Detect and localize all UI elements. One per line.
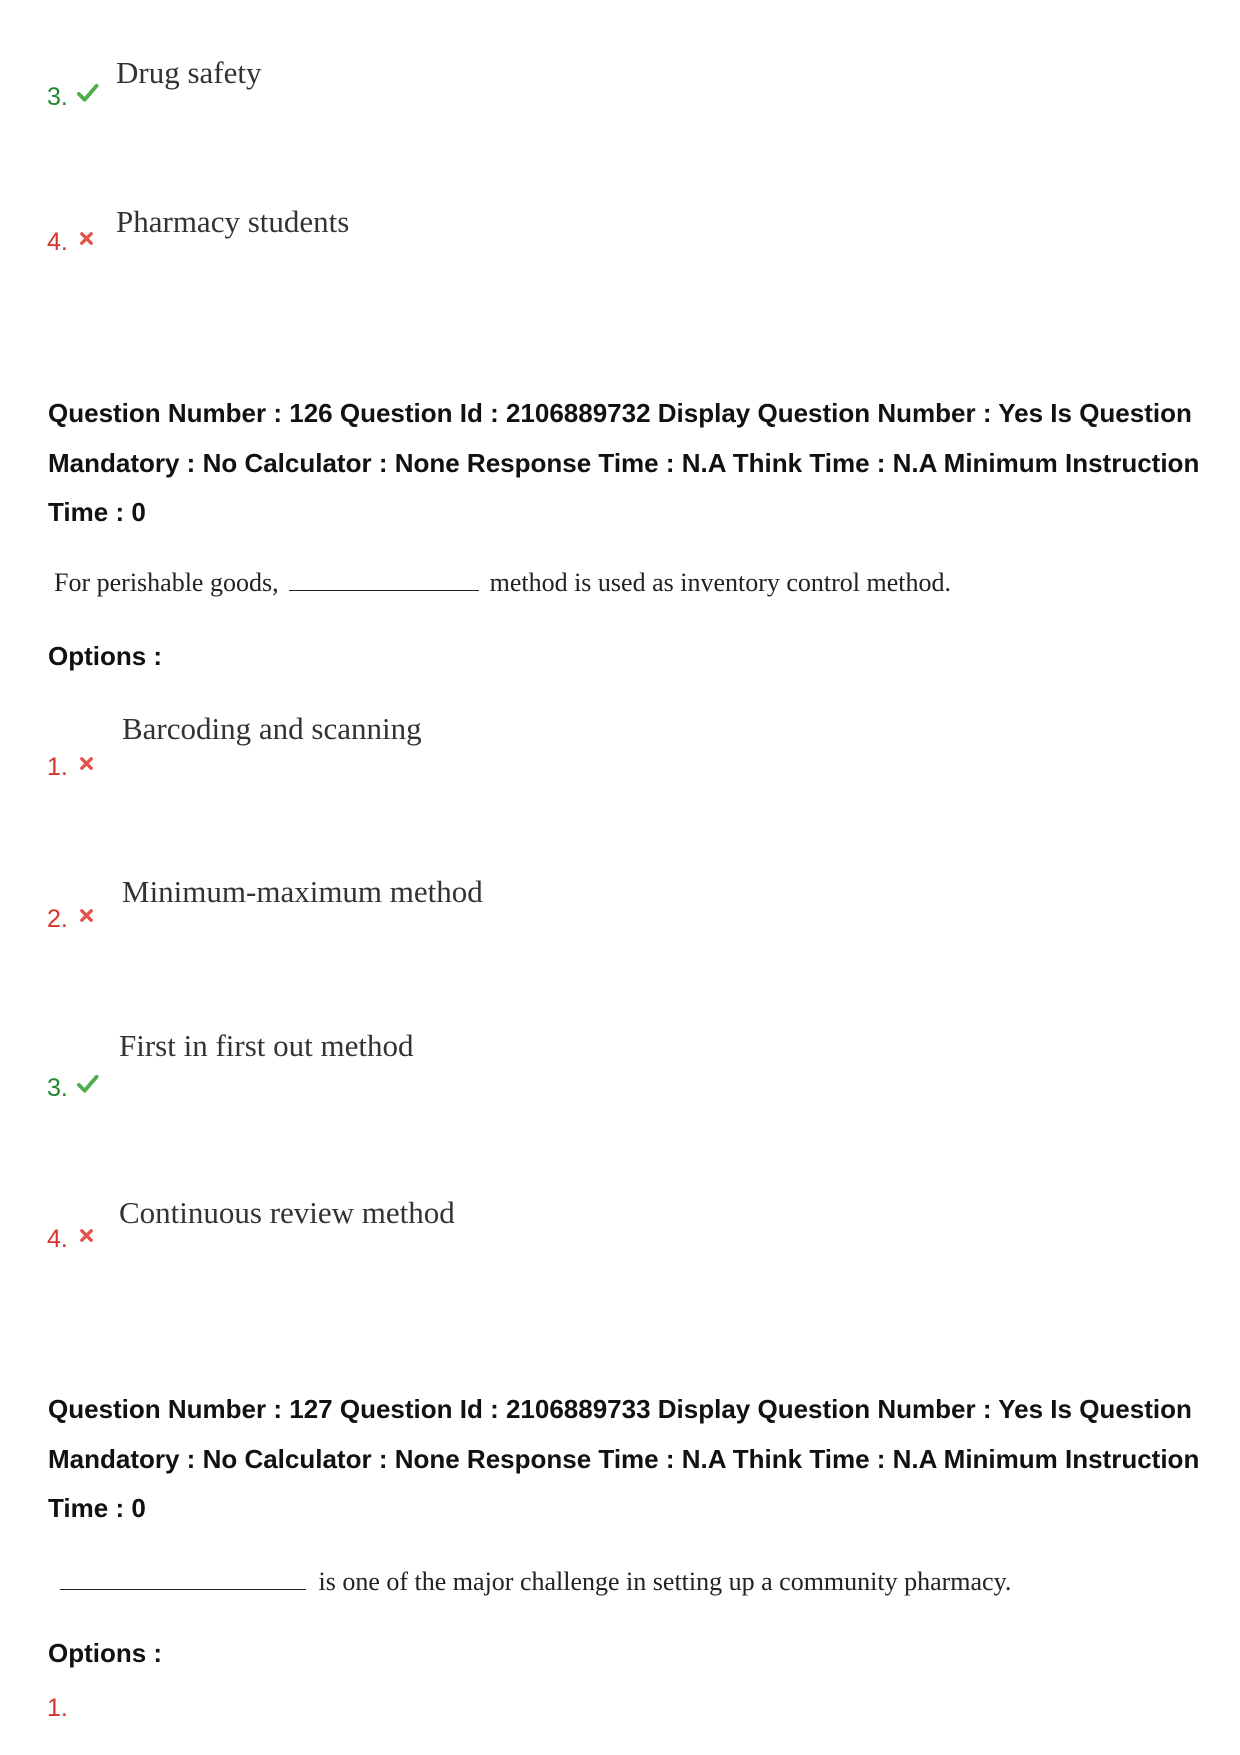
option-number: 3.	[47, 83, 68, 111]
question-text-after-blank: method is used as inventory control method.	[489, 568, 952, 597]
option-number: 1.	[47, 1694, 68, 1722]
option-number: 3.	[47, 1074, 68, 1102]
question-header-line: Mandatory : No Calculator : None Response Time : N.A Think Time : N.A Minimum Instruction	[48, 447, 1200, 478]
question-text-before-blank: For perishable goods,	[54, 568, 279, 597]
option-number: 1.	[47, 753, 68, 781]
question-header-line: Time : 0	[48, 497, 146, 527]
option-text: First in first out method	[119, 1028, 414, 1063]
option-text: Barcoding and scanning	[122, 711, 422, 746]
option-text: Pharmacy students	[116, 204, 350, 239]
question-header-line: Question Number : 127 Question Id : 2106889733 Display Question Number : Yes Is Question	[48, 1394, 1192, 1424]
option-number-row	[47, 1693, 68, 1723]
option-number: 2.	[47, 905, 68, 933]
options-label: Options :	[48, 641, 163, 671]
option-number-row	[47, 1073, 99, 1103]
option-number-row	[47, 227, 94, 257]
option-text: Minimum-maximum method	[122, 874, 483, 909]
question-text-after-blank: is one of the major challenge in setting up a community pharmacy.	[318, 1567, 1012, 1596]
question-header-line: Question Number : 126 Question Id : 2106889732 Display Question Number : Yes Is Question	[48, 398, 1192, 428]
question-header-line: Time : 0	[48, 1493, 146, 1523]
check-icon	[76, 1072, 99, 1095]
option-number-row	[47, 1224, 94, 1254]
question-header	[48, 1385, 1199, 1534]
option-number: 4.	[47, 1225, 68, 1253]
question-text	[60, 1566, 1011, 1598]
cross-icon	[79, 756, 94, 771]
option-number-row	[47, 82, 99, 112]
question-header	[48, 389, 1199, 538]
option-text: Continuous review method	[119, 1195, 455, 1230]
options-label: Options :	[48, 1638, 163, 1668]
option-number-row	[47, 904, 94, 934]
option-text: Drug safety	[116, 55, 262, 90]
fill-in-blank	[60, 1567, 306, 1590]
option-number-row	[47, 752, 94, 782]
question-header-line: Mandatory : No Calculator : None Response Time : N.A Think Time : N.A Minimum Instruction	[48, 1443, 1200, 1474]
check-icon	[76, 81, 99, 104]
cross-icon	[79, 908, 94, 923]
cross-icon	[79, 1228, 94, 1243]
option-number: 4.	[47, 228, 68, 256]
cross-icon	[79, 231, 94, 246]
fill-in-blank	[289, 568, 479, 591]
question-text	[54, 567, 951, 599]
